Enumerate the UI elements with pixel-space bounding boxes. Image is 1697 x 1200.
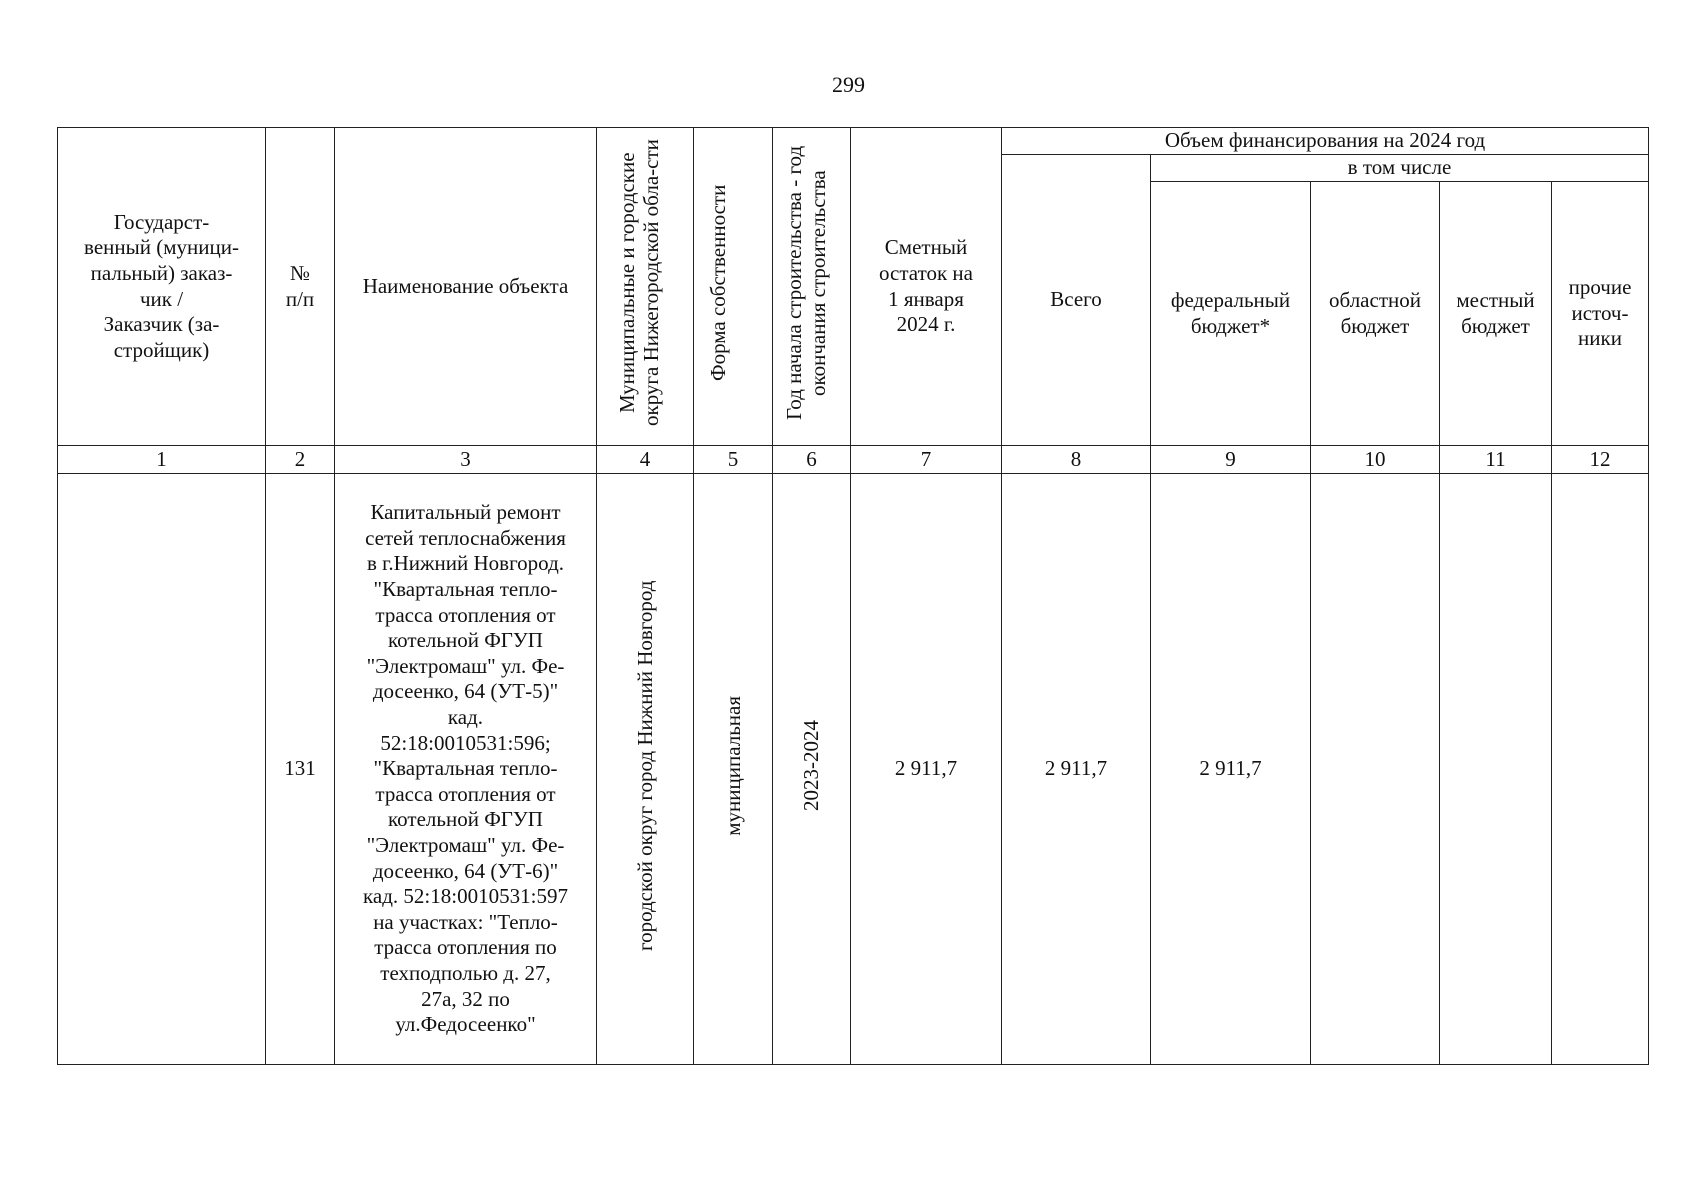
header-funding-group: Объем финансирования на 2024 год <box>1002 128 1649 155</box>
cell-number: 131 <box>266 474 335 1065</box>
header-object-name: Наименование объекта <box>335 128 597 446</box>
cell-regional <box>1311 474 1440 1065</box>
cell-federal: 2 911,7 <box>1151 474 1311 1065</box>
column-number-row <box>58 446 1649 474</box>
cell-ownership: муниципальная <box>694 474 773 1065</box>
header-local: местный бюджет <box>1440 182 1552 446</box>
column-number: 7 <box>851 446 1002 474</box>
column-number: 10 <box>1311 446 1440 474</box>
header-regional: областной бюджет <box>1311 182 1440 446</box>
cell-years: 2023-2024 <box>773 474 851 1065</box>
header-number: № п/п <box>266 128 335 446</box>
cell-municipality: городской округ город Нижний Новгород <box>597 474 694 1065</box>
column-number: 4 <box>597 446 694 474</box>
column-number: 9 <box>1151 446 1311 474</box>
header-municipality: Муниципальные и городские округа Нижегородской обла-сти <box>597 128 694 446</box>
header-estimated-balance: Сметный остаток на 1 января 2024 г. <box>851 128 1002 446</box>
cell-customer <box>58 474 266 1065</box>
financing-table <box>57 127 1649 1065</box>
header-total: Всего <box>1002 155 1151 446</box>
column-number: 8 <box>1002 446 1151 474</box>
column-number: 6 <box>773 446 851 474</box>
cell-total: 2 911,7 <box>1002 474 1151 1065</box>
cell-other <box>1552 474 1649 1065</box>
column-number: 11 <box>1440 446 1552 474</box>
table-row <box>58 474 1649 1065</box>
column-number: 1 <box>58 446 266 474</box>
column-number: 2 <box>266 446 335 474</box>
column-number: 5 <box>694 446 773 474</box>
header-including: в том числе <box>1151 155 1649 182</box>
header-federal: федеральный бюджет* <box>1151 182 1311 446</box>
header-customer: Государст- венный (муници- пальный) заказ- чик / Заказчик (за- стройщик) <box>58 128 266 446</box>
column-number: 12 <box>1552 446 1649 474</box>
header-row-group <box>58 128 1649 155</box>
cell-estimated-balance: 2 911,7 <box>851 474 1002 1065</box>
cell-local <box>1440 474 1552 1065</box>
header-ownership: Форма собственности <box>694 128 773 446</box>
cell-object-name: Капитальный ремонт сетей теплоснабжения в г.Нижний Новгород. "Квартальная тепло- трасса отопления от котельной ФГУП "Электромаш" ул. Фе- досеенко, 64 (УТ-5)" кад. 52:18:0010531:596; "Квартальная тепло- трасса отопления от котельной ФГУП "Электромаш" ул. Фе- досеенко, 64 (УТ-6)" кад. 52:18:0010531:597 на участках: "Тепло- трасса отопления по техподполью д. 27, 27а, 32 по ул.Федосеенко" <box>335 474 597 1065</box>
page-number: 299 <box>832 72 865 97</box>
header-other: прочие источ- ники <box>1552 182 1649 446</box>
column-number: 3 <box>335 446 597 474</box>
header-years: Год начала строительства - год окончания строительства <box>773 128 851 446</box>
